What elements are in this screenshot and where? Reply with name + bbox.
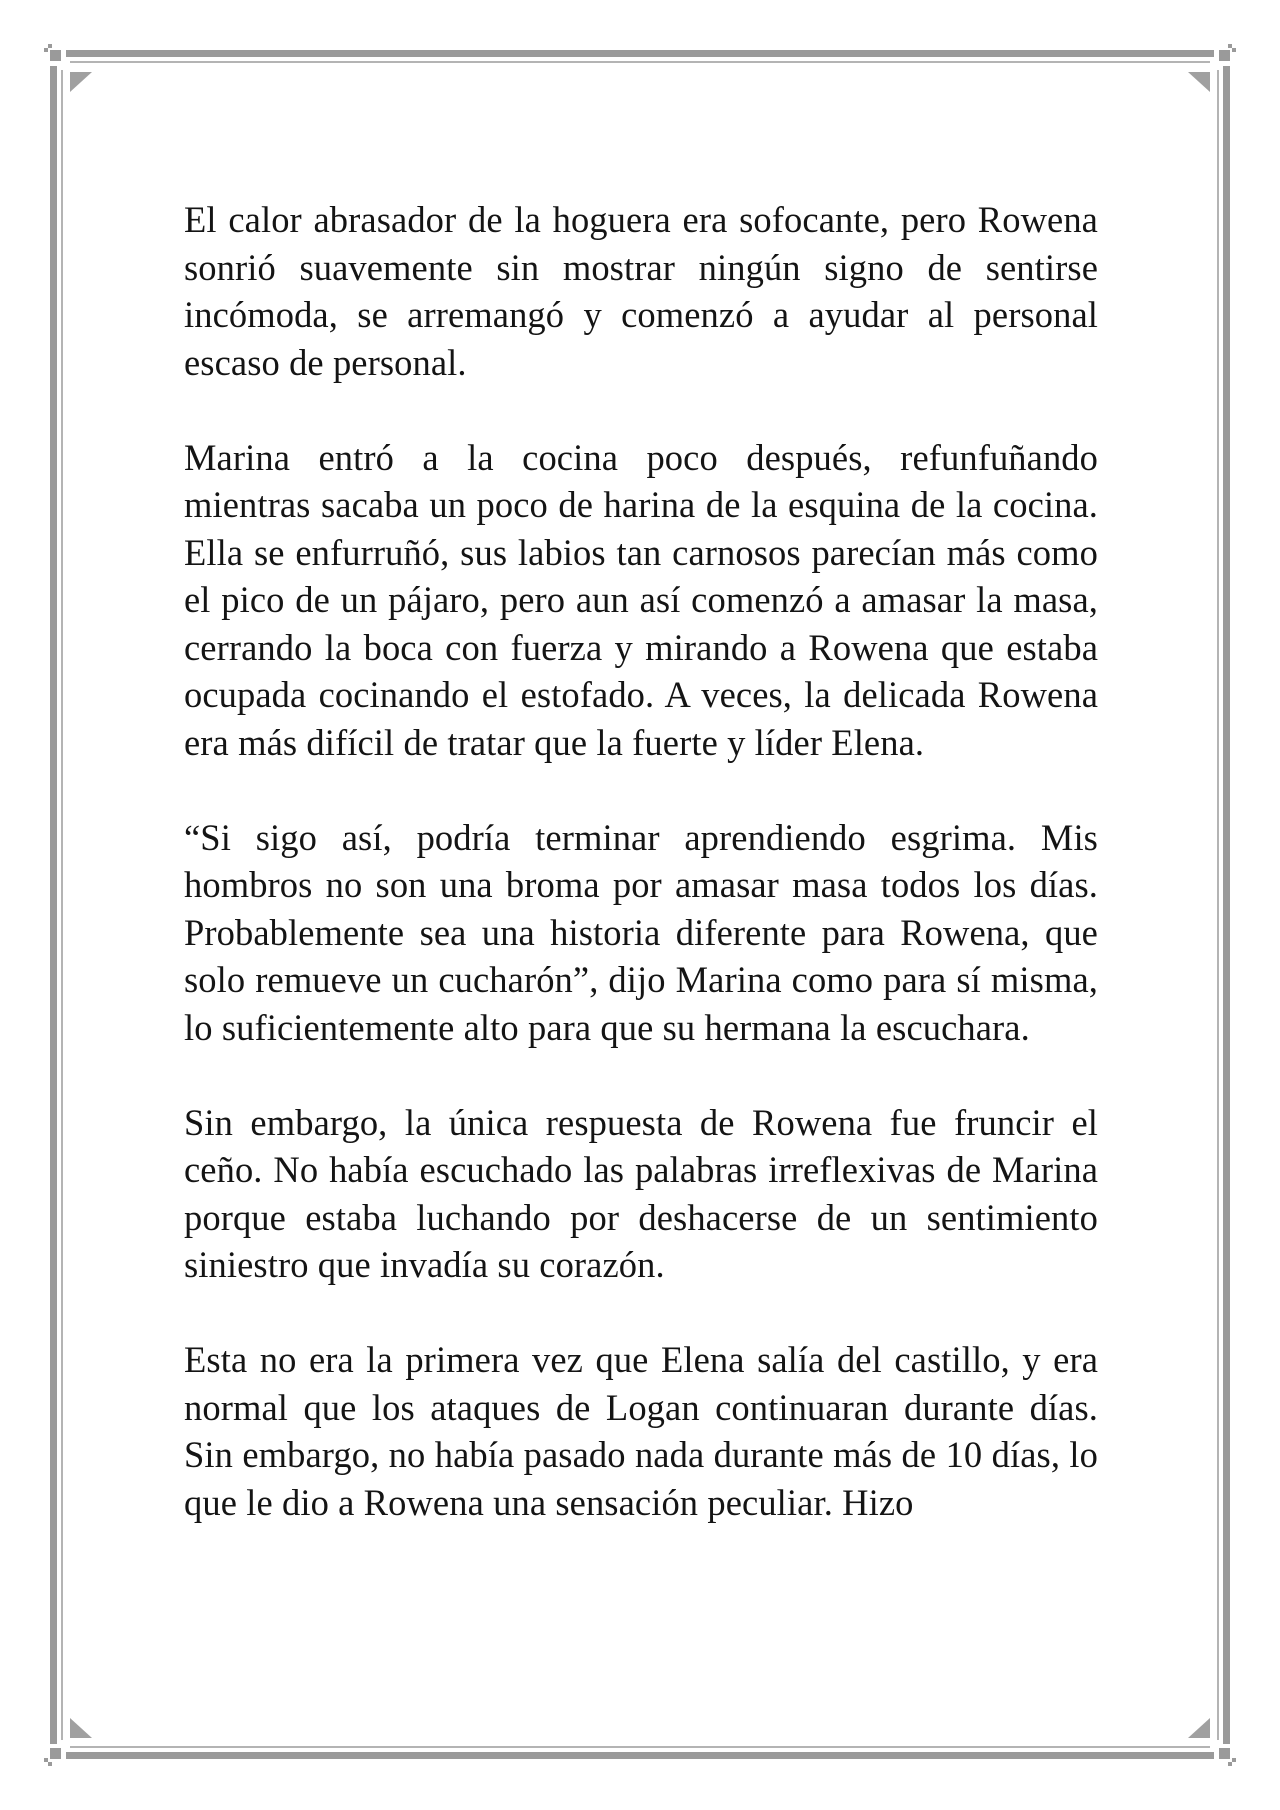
corner-square-bottom-left [50, 1748, 61, 1759]
corner-square-top-left [50, 50, 61, 61]
border-top-inner-line [70, 61, 1210, 63]
paragraph-2: Marina entró a la cocina poco después, refunfuñando mientras sacaba un poco de harina de la esquina de la cocina. Ella se enfurruñó, sus labios tan carnosos parecían más como el pico de un pájaro, pero aun así comenzó a amasar la masa, cerrando la boca con fuerza y mirando a Rowena que estaba ocupada cocinando el estofado. A veces, la delicada Rowena era más difícil de tratar que la fuerte y líder Elena. [184, 436, 1098, 763]
corner-triangle-bottom-right [1188, 1718, 1210, 1738]
border-bottom-rail [66, 1752, 1214, 1759]
paragraph-4: Sin embargo, la única respuesta de Rowena fue fruncir el ceño. No había escuchado las palabras irreflexivas de Marina porque estaba luchando por deshacerse de un sentimiento siniestro que invadía su corazón. [184, 1101, 1098, 1285]
border-top-rail [66, 50, 1214, 57]
paragraph-3: “Si sigo así, podría terminar aprendiendo esgrima. Mis hombros no son una broma por amasar masa todos los días. Probablemente sea una historia diferente para Rowena, que solo remueve un cucharón”, dijo Marina como para sí misma, lo suficientemente alto para que su hermana la escuchara. [184, 816, 1098, 1048]
corner-square-top-right [1219, 50, 1230, 61]
border-bottom-inner-line [70, 1746, 1210, 1748]
corner-triangle-top-left [70, 72, 92, 92]
corner-square-bottom-right [1219, 1748, 1230, 1759]
paragraph-5: Esta no era la primera vez que Elena salía del castillo, y era normal que los ataques de Logan continuaran durante días. Sin embargo, no había pasado nada durante más de 10 días, lo que le dio a Rowena una sensación peculiar. Hizo [184, 1339, 1098, 1523]
paragraph-1: El calor abrasador de la hoguera era sofocante, pero Rowena sonrió suavemente sin mostrar ningún signo de sentirse incómoda, se arremangó y comenzó a ayudar al personal escaso de personal. [184, 199, 1098, 383]
border-right-rail [1223, 66, 1230, 1744]
corner-triangle-bottom-left [70, 1718, 92, 1738]
border-right-inner-line [1217, 70, 1219, 1740]
page-body-text [184, 196, 1098, 1574]
border-left-inner-line [61, 70, 63, 1740]
corner-triangle-top-right [1188, 72, 1210, 92]
border-left-rail [50, 66, 57, 1744]
